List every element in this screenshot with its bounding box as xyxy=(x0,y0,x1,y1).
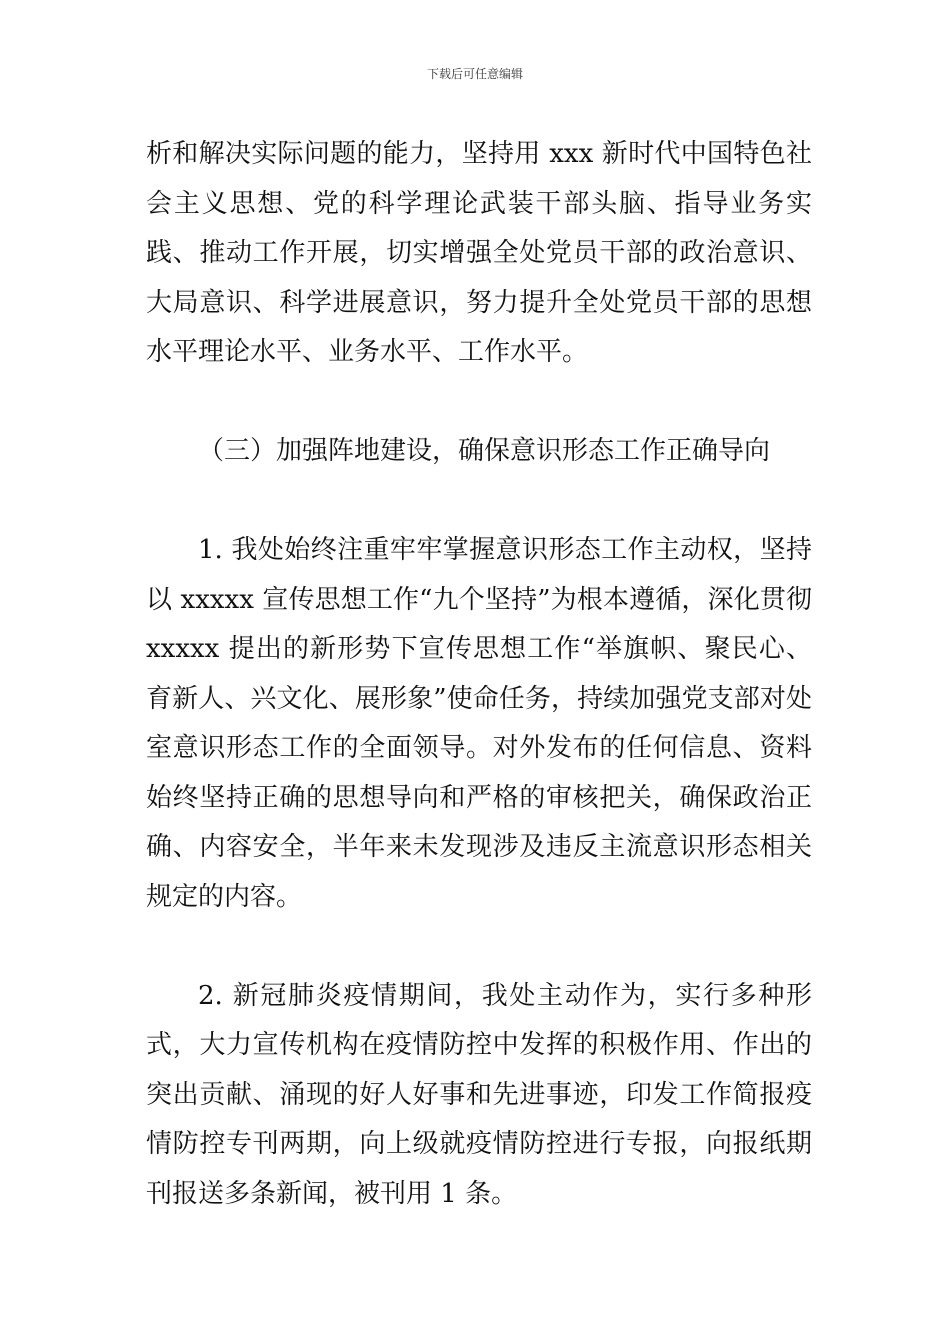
paragraph-item-2: 2. 新冠肺炎疫情期间，我处主动作为，实行多种形式，大力宣传机构在疫情防控中发挥的积极作用、作出的突出贡献、涌现的好人好事和先进事迹，印发工作简报疫情防控专刊两期，向上级就疫情防控进行专报，向报纸期刊报送多条新闻，被刊用 1 条。 xyxy=(146,980,812,1209)
paragraph-continuation: 析和解决实际问题的能力，坚持用 xxx 新时代中国特色社会主义思想、党的科学理论武装干部头脑、指导业务实践、推动工作开展，切实增强全处党员干部的政治意识、大局意识、科学进展意识，努力提升全处党员干部的思想水平理论水平、业务水平、工作水平。 xyxy=(146,139,812,367)
paragraph-item-1: 1. 我处始终注重牢牢掌握意识形态工作主动权，坚持以 xxxxx 宣传思想工作“九个坚持”为根本遵循，深化贯彻 xxxxx 提出的新形势下宣传思想工作“举旗帜、聚民心、育新人、兴文化、展形象”使命任务，持续加强党支部对处室意识形态工作的全面领导。对外发布的任何信息、资料始终坚持正确的思想导向和严格的审核把关，确保政治正确、内容安全，半年来未发现涉及违反主流意识形态相关规定的内容。 xyxy=(146,535,812,912)
page-header: 下载后可任意编辑 xyxy=(426,67,523,81)
section-heading: （三）加强阵地建设，确保意识形态工作正确导向 xyxy=(198,436,771,466)
paragraph-gap xyxy=(146,922,812,972)
document-body xyxy=(146,130,812,1219)
paragraph-gap xyxy=(146,378,812,428)
paragraph-gap xyxy=(146,477,812,527)
